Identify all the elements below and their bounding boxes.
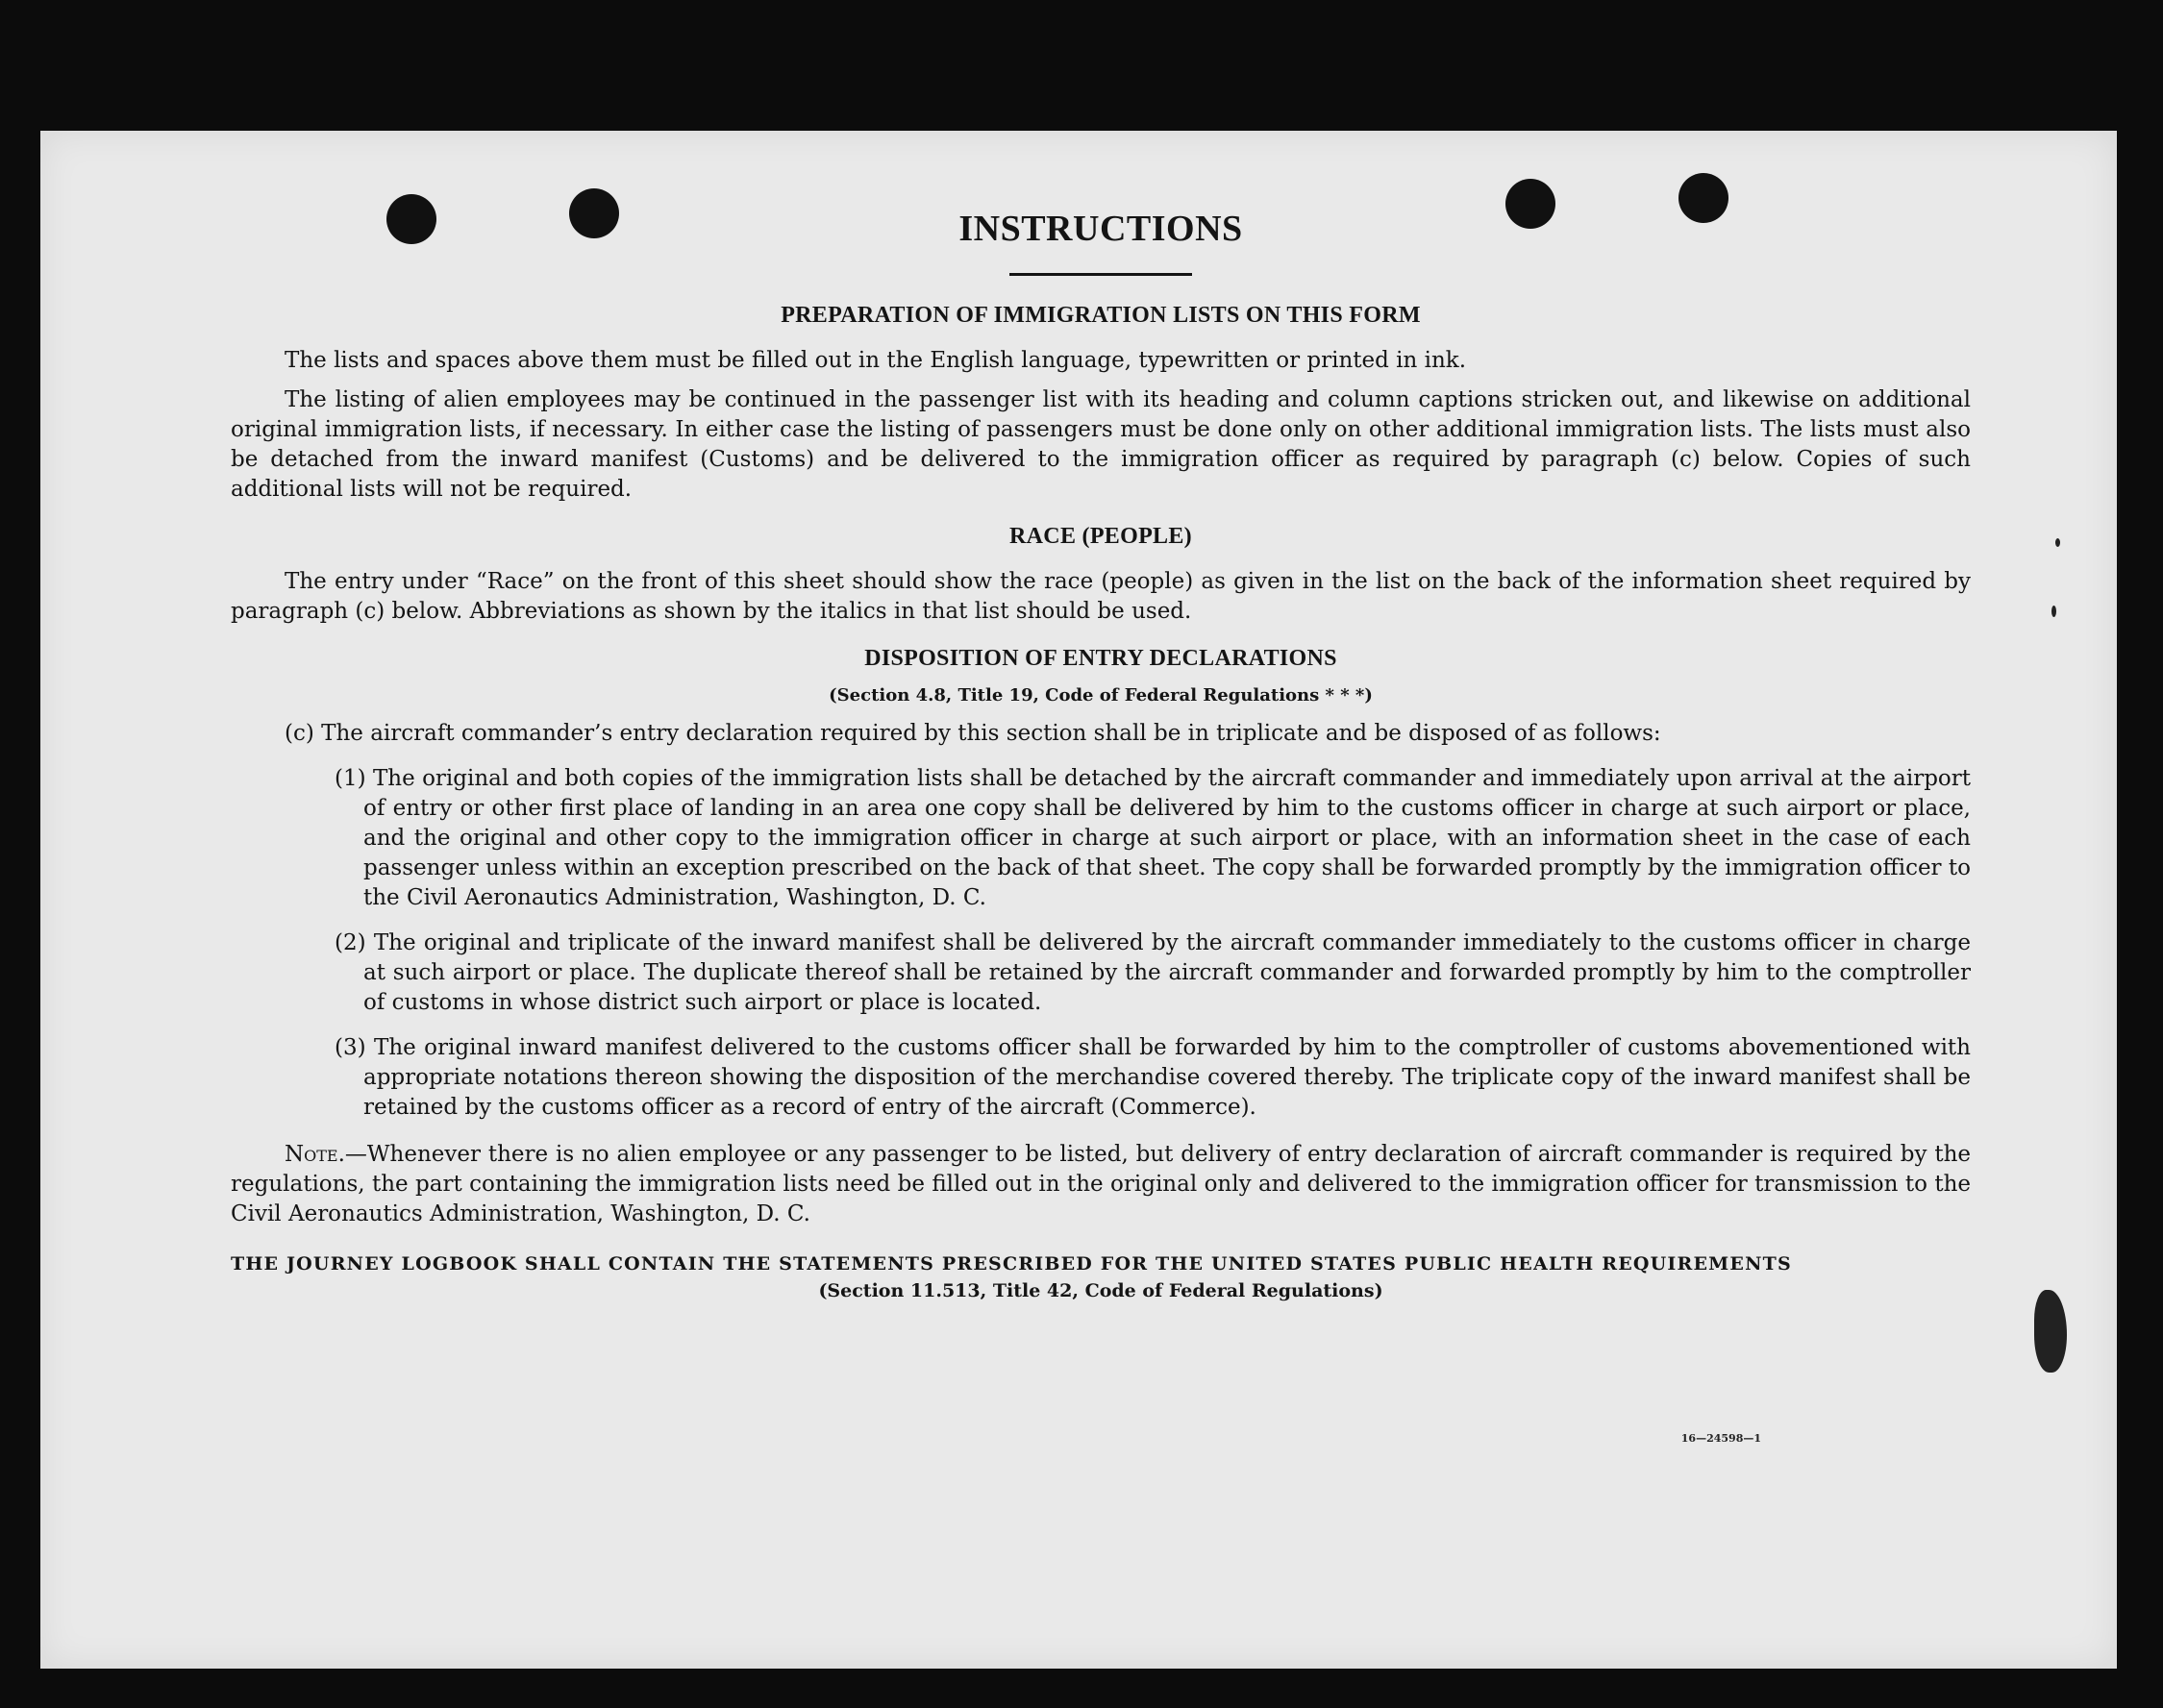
disposition-heading: DISPOSITION OF ENTRY DECLARATIONS — [864, 646, 1337, 671]
document-sheet — [40, 131, 2117, 1669]
disposition-item-3: (3) The original inward manifest delivered to the customs officer shall be forwarded by him to the comptroller of customs abovementioned with appropriate notations thereon showing the disposition of the merchandise covered thereby. The triplicate copy of the inward manifest shall be retained by the customs officer as a record of entry of the aircraft (Commerce). — [335, 1035, 1971, 1120]
ink-speck — [2034, 1290, 2067, 1373]
disposition-item-1: (1) The original and both copies of the immigration lists shall be detached by the aircraft commander and immediately upon arrival at the airport of entry or other first place of landing in an area one copy shall be delivered by him to the customs officer in charge at such airport or place, and the original and other copy to the immigration officer in charge at such airport or place, with an information sheet in the case of each passenger unless within an exception prescribed on the back of that sheet. The copy shall be forwarded promptly by the immigration officer to the Civil Aeronautics Administration, Washington, D. C. — [335, 766, 1971, 910]
page-title: INSTRUCTIONS — [958, 209, 1243, 249]
ink-speck — [2055, 538, 2060, 547]
race-heading: RACE (PEOPLE) — [1009, 524, 1192, 549]
note-paragraph — [231, 1140, 1971, 1229]
preparation-heading: PREPARATION OF IMMIGRATION LISTS ON THIS FORM — [781, 303, 1421, 328]
note-label: Note. — [285, 1142, 345, 1167]
disposition-citation: (Section 4.8, Title 19, Code of Federal Regulations * * *) — [829, 685, 1373, 705]
logbook-citation: (Section 11.513, Title 42, Code of Federal Regulations) — [818, 1280, 1383, 1301]
form-number: 16—24598—1 — [1680, 1432, 1761, 1445]
disposition-item-2: (2) The original and triplicate of the inward manifest shall be delivered by the aircraft commander immediately to the customs officer in charge at such airport or place. The duplicate thereof shall be retained by the aircraft commander and forwarded promptly by him to the comptroller of customs in whose district such airport or place is located. — [335, 930, 1971, 1015]
title-underline — [1009, 273, 1192, 276]
race-paragraph: The entry under “Race” on the front of this sheet should show the race (people) as given in the list on the back of the information sheet required by paragraph (c) below. Abbreviations as shown by the italics in that list should be used. — [231, 569, 1971, 624]
instructions-content — [231, 208, 1971, 1304]
logbook-statement: THE JOURNEY LOGBOOK SHALL CONTAIN THE STATEMENTS PRESCRIBED FOR THE UNITED STATES PUBLIC HEALTH REQUIREMENTS — [231, 1253, 1792, 1275]
ink-speck — [2051, 606, 2056, 617]
disposition-intro: (c) The aircraft commander’s entry declaration required by this section shall be in triplicate and be disposed of as follows: — [285, 721, 1661, 746]
preparation-paragraph-2: The listing of alien employees may be continued in the passenger list with its heading and column captions stricken out, and likewise on additional original immigration lists, if necessary. In either case the listing of passengers must be done only on other additional immigration lists. The lists must also be detached from the inward manifest (Customs) and be delivered to the immigration officer as required by paragraph (c) below. Copies of such additional lists will not be required. — [231, 387, 1971, 502]
preparation-paragraph-1: The lists and spaces above them must be filled out in the English language, typewritten or printed in ink. — [285, 348, 1467, 373]
note-text: —Whenever there is no alien employee or any passenger to be listed, but delivery of entry declaration of aircraft commander is required by the regulations, the part containing the immigration lists need be filled out in the original only and delivered to the immigration officer for transmission to the Civil Aeronautics Administration, Washington, D. C. — [231, 1142, 1971, 1226]
